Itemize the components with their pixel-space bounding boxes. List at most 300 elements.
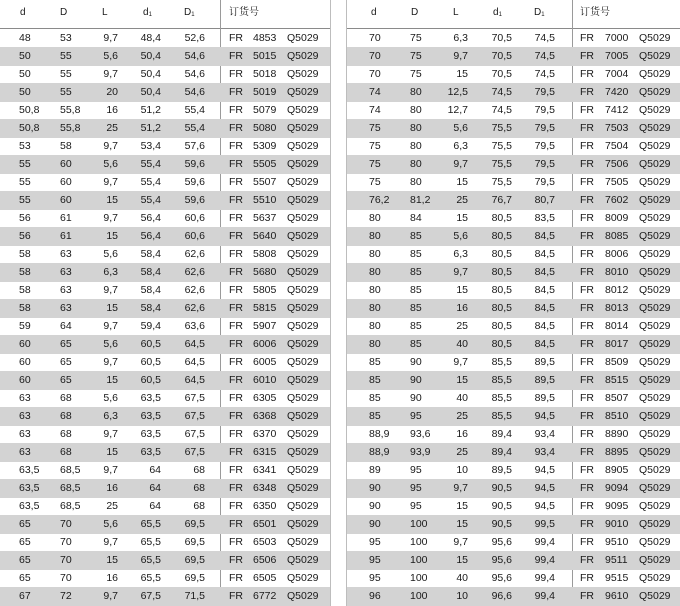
cell-d: 74 (369, 104, 381, 116)
cell-number: 7004 (605, 68, 629, 80)
cell-L: 15 (456, 374, 468, 386)
cell-D1: 79,5 (534, 140, 555, 152)
cell-d: 50,8 (19, 104, 40, 116)
cell-d: 75 (369, 158, 381, 170)
cell-L: 9,7 (453, 50, 468, 62)
cell-L: 5,6 (103, 338, 118, 350)
cell-d: 76,2 (369, 194, 390, 206)
cell-d: 50 (19, 68, 31, 80)
table-row (0, 443, 330, 462)
cell-d: 75 (369, 176, 381, 188)
cell-d: 85 (369, 392, 381, 404)
cell-prefix: FR (229, 68, 243, 80)
cell-number: 5309 (253, 140, 277, 152)
cell-d1: 58,4 (140, 284, 161, 296)
cell-L: 9,7 (103, 428, 118, 440)
cell-d1: 50,4 (140, 86, 161, 98)
cell-suffix: Q5029 (639, 302, 671, 314)
cell-d: 70 (369, 50, 381, 62)
cell-d: 70 (369, 68, 381, 80)
cell-L: 9,7 (453, 356, 468, 368)
cell-d1: 55,4 (140, 176, 161, 188)
cell-number: 8006 (605, 248, 629, 260)
cell-d1: 51,2 (140, 104, 161, 116)
cell-D: 80 (410, 86, 422, 98)
cell-number: 8905 (605, 464, 629, 476)
cell-D: 70 (60, 572, 72, 584)
cell-L: 25 (106, 122, 118, 134)
cell-D1: 79,5 (534, 122, 555, 134)
cell-D1: 84,5 (534, 284, 555, 296)
cell-d1: 80,5 (491, 212, 512, 224)
table-row (0, 425, 330, 444)
table-row (347, 245, 680, 264)
cell-D: 84 (410, 212, 422, 224)
cell-L: 15 (456, 212, 468, 224)
table-row (0, 227, 330, 246)
cell-suffix: Q5029 (287, 554, 319, 566)
cell-D1: 64,5 (184, 338, 205, 350)
cell-L: 12,7 (447, 104, 468, 116)
cell-d1: 75,5 (491, 176, 512, 188)
cell-L: 9,7 (453, 266, 468, 278)
cell-D1: 68 (193, 482, 205, 494)
cell-L: 40 (456, 572, 468, 584)
table-body (0, 29, 330, 606)
cell-prefix: FR (580, 500, 594, 512)
table-row (347, 155, 680, 174)
cell-D: 63 (60, 248, 72, 260)
cell-prefix: FR (580, 266, 594, 278)
table-row (0, 479, 330, 498)
table-row (347, 281, 680, 300)
cell-D1: 68 (193, 500, 205, 512)
cell-D: 81,2 (410, 194, 431, 206)
cell-suffix: Q5029 (639, 68, 671, 80)
cell-L: 9,7 (453, 158, 468, 170)
table-row (347, 443, 680, 462)
cell-prefix: FR (580, 410, 594, 422)
cell-prefix: FR (580, 32, 594, 44)
cell-L: 15 (106, 374, 118, 386)
table-row (0, 173, 330, 192)
table-row (347, 335, 680, 354)
cell-d: 96 (369, 590, 381, 602)
cell-D: 80 (410, 140, 422, 152)
cell-D1: 79,5 (534, 176, 555, 188)
table-row (347, 461, 680, 480)
cell-d: 55 (19, 194, 31, 206)
cell-L: 9,7 (453, 536, 468, 548)
cell-prefix: FR (580, 374, 594, 386)
cell-L: 6,3 (103, 410, 118, 422)
cell-d: 90 (369, 482, 381, 494)
cell-D1: 59,6 (184, 194, 205, 206)
header-L: L (453, 7, 459, 18)
cell-prefix: FR (580, 122, 594, 134)
table-body (347, 29, 680, 606)
cell-number: 7412 (605, 104, 629, 116)
cell-number: 5637 (253, 212, 277, 224)
cell-d1: 74,5 (491, 104, 512, 116)
cell-D: 80 (410, 176, 422, 188)
table-row (0, 101, 330, 120)
cell-prefix: FR (580, 284, 594, 296)
cell-prefix: FR (580, 482, 594, 494)
cell-L: 15 (456, 554, 468, 566)
cell-L: 16 (106, 104, 118, 116)
cell-D: 68 (60, 410, 72, 422)
cell-prefix: FR (229, 230, 243, 242)
cell-d1: 51,2 (140, 122, 161, 134)
cell-D: 68,5 (60, 464, 81, 476)
cell-suffix: Q5029 (287, 464, 319, 476)
table-row (347, 209, 680, 228)
table-header (0, 0, 330, 29)
cell-D: 95 (410, 482, 422, 494)
table-row (0, 263, 330, 282)
cell-prefix: FR (580, 590, 594, 602)
table-row (347, 533, 680, 552)
cell-suffix: Q5029 (639, 518, 671, 530)
table-row (347, 263, 680, 282)
cell-prefix: FR (580, 446, 594, 458)
cell-L: 9,7 (103, 536, 118, 548)
table-row (347, 83, 680, 102)
cell-D1: 62,6 (184, 302, 205, 314)
cell-D1: 63,6 (184, 320, 205, 332)
cell-suffix: Q5029 (639, 464, 671, 476)
cell-D1: 94,5 (534, 500, 555, 512)
cell-d: 89 (369, 464, 381, 476)
cell-d: 60 (19, 374, 31, 386)
cell-D1: 60,6 (184, 230, 205, 242)
cell-number: 5015 (253, 50, 277, 62)
cell-d: 63 (19, 446, 31, 458)
cell-d1: 85,5 (491, 392, 512, 404)
cell-prefix: FR (229, 518, 243, 530)
cell-D1: 55,4 (184, 122, 205, 134)
cell-L: 6,3 (453, 248, 468, 260)
cell-suffix: Q5029 (639, 482, 671, 494)
cell-d1: 75,5 (491, 158, 512, 170)
table-row (0, 353, 330, 372)
cell-D: 90 (410, 356, 422, 368)
cell-suffix: Q5029 (639, 446, 671, 458)
cell-D: 93,9 (410, 446, 431, 458)
cell-prefix: FR (580, 140, 594, 152)
cell-number: 7505 (605, 176, 629, 188)
cell-D: 60 (60, 158, 72, 170)
cell-d: 80 (369, 320, 381, 332)
cell-d: 74 (369, 86, 381, 98)
cell-prefix: FR (229, 32, 243, 44)
cell-number: 5505 (253, 158, 277, 170)
table-row (0, 137, 330, 156)
cell-D1: 68 (193, 464, 205, 476)
cell-d: 65 (19, 554, 31, 566)
cell-L: 25 (456, 446, 468, 458)
cell-number: 6006 (253, 338, 277, 350)
header-L: L (102, 7, 108, 18)
cell-L: 5,6 (103, 248, 118, 260)
cell-d: 85 (369, 356, 381, 368)
cell-d: 65 (19, 518, 31, 530)
cell-suffix: Q5029 (639, 392, 671, 404)
cell-suffix: Q5029 (287, 32, 319, 44)
cell-D1: 84,5 (534, 248, 555, 260)
cell-prefix: FR (229, 590, 243, 602)
cell-prefix: FR (229, 554, 243, 566)
header-d1: d1 (143, 7, 152, 18)
table-row (0, 209, 330, 228)
cell-number: 8085 (605, 230, 629, 242)
cell-number: 9010 (605, 518, 629, 530)
cell-suffix: Q5029 (639, 122, 671, 134)
cell-D: 63 (60, 284, 72, 296)
cell-d1: 58,4 (140, 302, 161, 314)
cell-L: 5,6 (453, 122, 468, 134)
cell-L: 25 (456, 320, 468, 332)
cell-suffix: Q5029 (287, 572, 319, 584)
cell-d1: 75,5 (491, 122, 512, 134)
cell-prefix: FR (580, 230, 594, 242)
cell-number: 5080 (253, 122, 277, 134)
cell-d: 50 (19, 86, 31, 98)
cell-D: 68 (60, 428, 72, 440)
cell-suffix: Q5029 (639, 248, 671, 260)
table-row (347, 587, 680, 606)
cell-D1: 99,4 (534, 554, 555, 566)
cell-L: 16 (456, 428, 468, 440)
table-row (0, 335, 330, 354)
cell-d: 63,5 (19, 482, 40, 494)
cell-D1: 52,6 (184, 32, 205, 44)
cell-d1: 80,5 (491, 320, 512, 332)
cell-number: 5808 (253, 248, 277, 260)
cell-D1: 69,5 (184, 554, 205, 566)
cell-d: 50 (19, 50, 31, 62)
cell-D: 95 (410, 500, 422, 512)
cell-d: 48 (19, 32, 31, 44)
cell-D1: 89,5 (534, 392, 555, 404)
cell-D1: 62,6 (184, 248, 205, 260)
cell-D: 95 (410, 464, 422, 476)
cell-d1: 64 (149, 482, 161, 494)
cell-number: 6348 (253, 482, 277, 494)
cell-L: 9,7 (103, 284, 118, 296)
cell-d1: 85,5 (491, 374, 512, 386)
cell-prefix: FR (229, 50, 243, 62)
cell-D: 75 (410, 68, 422, 80)
cell-suffix: Q5029 (639, 194, 671, 206)
cell-suffix: Q5029 (287, 122, 319, 134)
cell-D1: 74,5 (534, 68, 555, 80)
cell-prefix: FR (229, 356, 243, 368)
cell-prefix: FR (580, 302, 594, 314)
cell-suffix: Q5029 (287, 176, 319, 188)
cell-D: 64 (60, 320, 72, 332)
cell-d: 95 (369, 554, 381, 566)
cell-D: 60 (60, 194, 72, 206)
cell-D: 65 (60, 374, 72, 386)
cell-number: 6315 (253, 446, 277, 458)
cell-prefix: FR (229, 176, 243, 188)
table-header (347, 0, 680, 29)
cell-prefix: FR (580, 212, 594, 224)
cell-D: 85 (410, 230, 422, 242)
cell-prefix: FR (580, 392, 594, 404)
cell-suffix: Q5029 (287, 446, 319, 458)
cell-D: 65 (60, 338, 72, 350)
cell-L: 9,7 (103, 464, 118, 476)
cell-prefix: FR (229, 212, 243, 224)
cell-D: 70 (60, 536, 72, 548)
left-table (0, 0, 331, 606)
cell-d: 53 (19, 140, 31, 152)
cell-D1: 69,5 (184, 518, 205, 530)
cell-number: 6305 (253, 392, 277, 404)
cell-d1: 65,5 (140, 572, 161, 584)
cell-number: 6341 (253, 464, 277, 476)
cell-suffix: Q5029 (287, 392, 319, 404)
cell-prefix: FR (580, 320, 594, 332)
cell-D: 68 (60, 392, 72, 404)
cell-number: 7504 (605, 140, 629, 152)
cell-suffix: Q5029 (287, 50, 319, 62)
cell-prefix: FR (580, 428, 594, 440)
cell-D: 85 (410, 284, 422, 296)
table-row (0, 155, 330, 174)
cell-D: 70 (60, 554, 72, 566)
cell-d1: 89,4 (491, 446, 512, 458)
cell-d1: 60,5 (140, 356, 161, 368)
cell-D: 72 (60, 590, 72, 602)
table-row (0, 65, 330, 84)
cell-suffix: Q5029 (287, 374, 319, 386)
right-table (346, 0, 680, 606)
header-order-number: 订货号 (580, 7, 610, 18)
cell-prefix: FR (580, 356, 594, 368)
cell-D1: 67,5 (184, 446, 205, 458)
cell-d1: 63,5 (140, 428, 161, 440)
cell-d1: 56,4 (140, 212, 161, 224)
table-row (347, 551, 680, 570)
cell-D: 95 (410, 410, 422, 422)
cell-number: 8515 (605, 374, 629, 386)
cell-L: 10 (456, 464, 468, 476)
cell-number: 8017 (605, 338, 629, 350)
cell-number: 6370 (253, 428, 277, 440)
cell-D: 75 (410, 32, 422, 44)
cell-number: 8895 (605, 446, 629, 458)
cell-number: 5805 (253, 284, 277, 296)
cell-d: 80 (369, 212, 381, 224)
cell-prefix: FR (580, 248, 594, 260)
table-row (347, 515, 680, 534)
cell-D1: 62,6 (184, 284, 205, 296)
cell-suffix: Q5029 (639, 554, 671, 566)
cell-d1: 95,6 (491, 554, 512, 566)
cell-prefix: FR (229, 266, 243, 278)
cell-d: 59 (19, 320, 31, 332)
cell-d1: 59,4 (140, 320, 161, 332)
cell-number: 6501 (253, 518, 277, 530)
header-D: D (411, 7, 419, 18)
cell-D: 70 (60, 518, 72, 530)
table-row (347, 569, 680, 588)
cell-D: 80 (410, 158, 422, 170)
cell-L: 20 (106, 86, 118, 98)
cell-number: 5510 (253, 194, 277, 206)
cell-suffix: Q5029 (639, 104, 671, 116)
cell-D1: 94,5 (534, 464, 555, 476)
cell-number: 8012 (605, 284, 629, 296)
cell-D1: 99,4 (534, 590, 555, 602)
cell-number: 8010 (605, 266, 629, 278)
cell-d1: 80,5 (491, 230, 512, 242)
cell-suffix: Q5029 (639, 356, 671, 368)
cell-number: 9095 (605, 500, 629, 512)
cell-suffix: Q5029 (639, 374, 671, 386)
table-row (347, 173, 680, 192)
cell-D1: 67,5 (184, 392, 205, 404)
table-row (347, 119, 680, 138)
cell-D: 65 (60, 356, 72, 368)
cell-L: 9,7 (103, 68, 118, 80)
cell-number: 9510 (605, 536, 629, 548)
cell-suffix: Q5029 (287, 158, 319, 170)
cell-suffix: Q5029 (287, 590, 319, 602)
cell-D: 85 (410, 248, 422, 260)
cell-D1: 79,5 (534, 86, 555, 98)
cell-number: 7602 (605, 194, 629, 206)
cell-D1: 62,6 (184, 266, 205, 278)
cell-L: 6,3 (453, 140, 468, 152)
cell-suffix: Q5029 (287, 266, 319, 278)
cell-L: 5,6 (103, 518, 118, 530)
cell-number: 8014 (605, 320, 629, 332)
cell-number: 5507 (253, 176, 277, 188)
cell-D: 55 (60, 50, 72, 62)
cell-prefix: FR (229, 428, 243, 440)
cell-suffix: Q5029 (639, 500, 671, 512)
cell-d: 85 (369, 374, 381, 386)
cell-number: 6350 (253, 500, 277, 512)
cell-L: 15 (106, 554, 118, 566)
cell-D: 100 (410, 518, 428, 530)
cell-L: 9,7 (103, 212, 118, 224)
cell-suffix: Q5029 (639, 428, 671, 440)
cell-D: 55,8 (60, 104, 81, 116)
cell-prefix: FR (229, 374, 243, 386)
cell-suffix: Q5029 (287, 482, 319, 494)
table-row (0, 461, 330, 480)
cell-d: 67 (19, 590, 31, 602)
cell-prefix: FR (580, 464, 594, 476)
cell-suffix: Q5029 (639, 230, 671, 242)
cell-D1: 93,4 (534, 428, 555, 440)
cell-L: 15 (456, 284, 468, 296)
table-row (347, 389, 680, 408)
cell-d1: 89,4 (491, 428, 512, 440)
cell-d1: 90,5 (491, 500, 512, 512)
cell-d1: 65,5 (140, 518, 161, 530)
cell-L: 15 (106, 446, 118, 458)
cell-suffix: Q5029 (287, 284, 319, 296)
cell-D: 100 (410, 590, 428, 602)
table-row (0, 119, 330, 138)
